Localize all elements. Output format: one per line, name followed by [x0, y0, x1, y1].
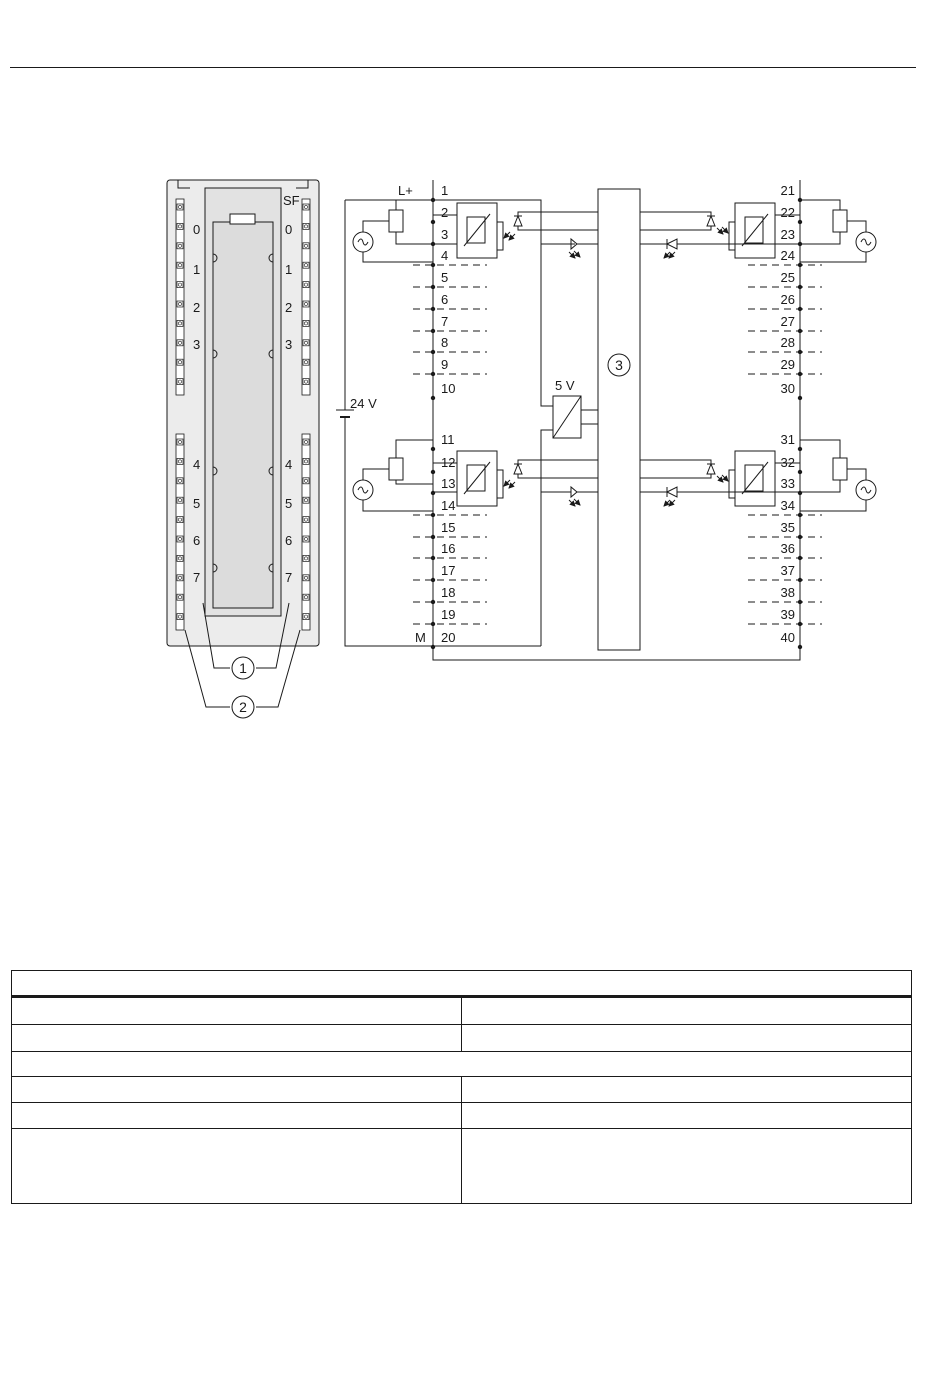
terminal-label: 23	[780, 227, 795, 242]
table-row	[12, 1129, 912, 1204]
output-group-left-bottom	[353, 440, 598, 511]
schematic	[336, 180, 876, 660]
left-channel-label: 7	[193, 570, 201, 585]
terminal-label: 36	[780, 541, 795, 556]
terminal-label: 33	[780, 476, 795, 491]
table-cell	[462, 997, 912, 1025]
table-cell	[462, 1077, 912, 1103]
left-channel-label: 6	[193, 533, 201, 548]
lplus-label: L+	[398, 183, 413, 198]
terminal-label: 40	[780, 630, 795, 645]
terminal-label: 5	[441, 270, 449, 285]
terminal-label: 20	[441, 630, 456, 645]
sf-label: SF	[283, 193, 300, 208]
left-channel-label: 2	[193, 300, 201, 315]
terminal-label: 13	[441, 476, 456, 491]
table-cell	[462, 1025, 912, 1052]
terminal-label: 31	[780, 432, 795, 447]
callout-1: 1	[239, 660, 247, 676]
left-channel-label: 4	[193, 457, 201, 472]
terminal-label: 19	[441, 607, 456, 622]
left-channel-label: 1	[193, 262, 201, 277]
converter-voltage-label: 5 V	[555, 378, 575, 393]
supply-voltage-label: 24 V	[350, 396, 377, 411]
terminal-label: 35	[780, 520, 795, 535]
spec-table	[11, 970, 912, 1204]
terminal-label: 12	[441, 455, 456, 470]
table-row	[12, 997, 912, 1025]
table-cell	[12, 1103, 462, 1129]
right-channel-label: 2	[285, 300, 293, 315]
terminal-label: 32	[780, 455, 795, 470]
table-cell	[462, 1129, 912, 1204]
table-cell	[12, 1077, 462, 1103]
terminal-label: 26	[780, 292, 795, 307]
terminal-label: 16	[441, 541, 456, 556]
terminal-label: 10	[441, 381, 456, 396]
left-channel-label: 5	[193, 496, 201, 511]
terminal-label: 8	[441, 335, 449, 350]
table-row	[12, 1052, 912, 1077]
table-cell	[12, 1025, 462, 1052]
module-front-panel	[167, 180, 319, 646]
right-channel-label: 3	[285, 337, 293, 352]
terminal-label: 9	[441, 357, 449, 372]
terminal-label: 17	[441, 563, 456, 578]
table-cell	[12, 997, 462, 1025]
terminal-label: 28	[780, 335, 795, 350]
terminal-label: 25	[780, 270, 795, 285]
terminal-label: 1	[441, 183, 449, 198]
output-group-right-top	[640, 200, 876, 262]
left-channel-label: 0	[193, 222, 201, 237]
table-cell	[12, 1052, 912, 1077]
terminal-label: 22	[780, 205, 795, 220]
m-label: M	[415, 630, 426, 645]
terminal-label: 34	[780, 498, 795, 513]
terminal-label: 7	[441, 314, 449, 329]
right-channel-label: 6	[285, 533, 293, 548]
terminal-label: 11	[441, 432, 455, 447]
left-channel-label: 3	[193, 337, 201, 352]
callout-2: 2	[239, 699, 247, 715]
terminal-label: 37	[780, 563, 795, 578]
table-row	[12, 1103, 912, 1129]
output-group-right-bottom	[640, 440, 876, 511]
table-row	[12, 971, 912, 997]
table-cell	[12, 971, 912, 997]
right-channel-label: 5	[285, 496, 293, 511]
table-cell	[12, 1129, 462, 1204]
right-channel-label: 1	[285, 262, 293, 277]
table-row	[12, 1025, 912, 1052]
terminal-label: 6	[441, 292, 449, 307]
terminal-label: 29	[780, 357, 795, 372]
terminal-label: 38	[780, 585, 795, 600]
terminal-label: 18	[441, 585, 456, 600]
terminal-label: 4	[441, 248, 449, 263]
output-group-left-top	[353, 200, 598, 262]
terminal-label: 3	[441, 227, 449, 242]
terminal-label: 2	[441, 205, 449, 220]
terminal-label: 15	[441, 520, 456, 535]
table-row	[12, 1077, 912, 1103]
terminal-label: 21	[780, 183, 795, 198]
table-cell	[462, 1103, 912, 1129]
callout-3: 3	[615, 357, 623, 373]
right-channel-label: 4	[285, 457, 293, 472]
terminal-label: 30	[780, 381, 795, 396]
terminal-label: 14	[441, 498, 456, 513]
right-channel-label: 7	[285, 570, 293, 585]
terminal-label: 39	[780, 607, 795, 622]
terminal-label: 27	[780, 314, 795, 329]
right-channel-label: 0	[285, 222, 293, 237]
terminal-label: 24	[780, 248, 795, 263]
